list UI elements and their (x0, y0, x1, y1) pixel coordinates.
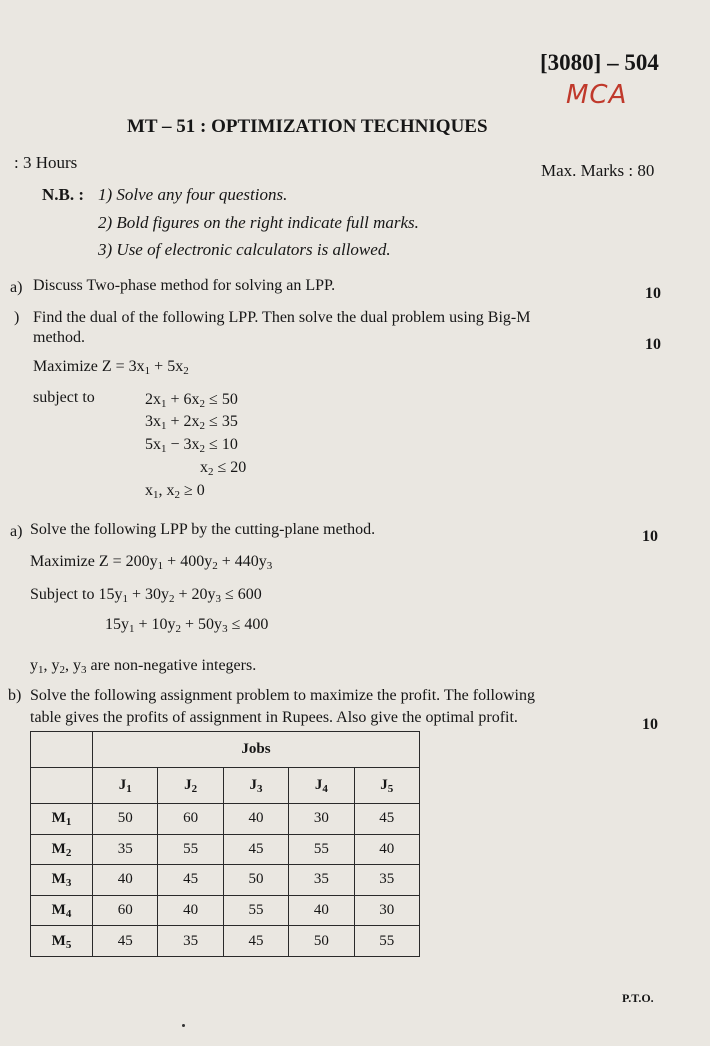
q1a-text: Discuss Two-phase method for solving an LPP. (33, 277, 336, 294)
table-row (31, 895, 420, 926)
table-cell: 30 (354, 895, 419, 926)
table-row (31, 804, 420, 835)
table-row (31, 926, 420, 957)
table-cell: 35 (158, 926, 223, 957)
col-header: $J_3$ (223, 768, 288, 804)
table-cell: 30 (289, 804, 354, 835)
q2b-line2: table gives the profits of assignment in Rupees. Also give the optimal profit. (30, 709, 518, 726)
row-header: $M_4$ (31, 895, 93, 926)
paper-code: [3080] – 504 (540, 50, 659, 75)
jobs-caption: Jobs (93, 732, 420, 768)
row-header: $M_3$ (31, 865, 93, 896)
q1-constraint-4: $x_2 \le 20$ (200, 459, 247, 478)
table-cell: 50 (223, 865, 288, 896)
instruction-3: 3) Use of electronic calculators is allowed. (98, 240, 391, 259)
q2-integers: $y_1$, $y_2$, $y_3$ are non-negative integers. (30, 657, 257, 676)
q2-constraint-2: $15y_1 + 10y_2 + 50y_3 \le 400$ (105, 616, 269, 635)
table-header-row (31, 768, 420, 804)
pto-label: P.T.O. (622, 991, 654, 1005)
q1-subject-to: subject to (33, 389, 95, 406)
q2a-marks: 10 (642, 528, 658, 545)
col-header: $J_4$ (289, 768, 354, 804)
q1b-marks: 10 (645, 336, 661, 353)
course-handwritten-tag: MCA (566, 80, 628, 110)
table-corner (31, 732, 93, 768)
table-cell: 40 (289, 895, 354, 926)
stray-dot (182, 1024, 185, 1027)
time-label: : 3 Hours (14, 153, 78, 172)
q2b-label: b) (8, 687, 22, 704)
nb-label: N.B. : (42, 185, 85, 204)
table-cell: 55 (223, 895, 288, 926)
q1-constraint-1: $2x_1 + 6x_2 \le 50$ (145, 391, 238, 410)
q2a-label: a) (10, 523, 23, 540)
header-corner (31, 768, 93, 804)
q1-nonneg: $x_1$, $x_2 \ge 0$ (145, 482, 205, 501)
col-header: $J_1$ (93, 768, 158, 804)
assignment-table (30, 731, 420, 957)
table-cell: 40 (93, 865, 158, 896)
q1b-line1: Find the dual of the following LPP. Then solve the dual problem using Big-M (33, 309, 531, 326)
table-cell: 50 (93, 804, 158, 835)
table-row (31, 865, 420, 896)
q2-constraint-1: Subject to $15y_1 + 30y_2 + 20y_3 \le 600$ (30, 586, 262, 605)
table-cell: 55 (289, 834, 354, 865)
q1b-line2: method. (33, 329, 85, 346)
max-marks: Max. Marks : 80 (541, 161, 655, 180)
row-header: $M_1$ (31, 804, 93, 835)
table-cell: 45 (223, 834, 288, 865)
col-header: $J_5$ (354, 768, 419, 804)
table-cell: 60 (158, 804, 223, 835)
table-cell: 55 (354, 926, 419, 957)
table-cell: 45 (223, 926, 288, 957)
table-cell: 40 (354, 834, 419, 865)
table-cell: 35 (354, 865, 419, 896)
q2-objective: Maximize $Z = 200y_1 + 400y_2 + 440y_3$ (30, 553, 273, 572)
q2b-marks: 10 (642, 716, 658, 733)
table-cell: 45 (354, 804, 419, 835)
table-cell: 40 (158, 895, 223, 926)
table-cell: 35 (93, 834, 158, 865)
col-header: $J_2$ (158, 768, 223, 804)
paper-title: MT – 51 : OPTIMIZATION TECHNIQUES (127, 116, 488, 137)
table-cell: 45 (93, 926, 158, 957)
q1-constraint-2: $3x_1 + 2x_2 \le 35$ (145, 413, 238, 432)
table-cell: 50 (289, 926, 354, 957)
q2a-text: Solve the following LPP by the cutting-plane method. (30, 521, 376, 538)
q2b-line1: Solve the following assignment problem to maximize the profit. The following (30, 687, 535, 704)
row-header: $M_2$ (31, 834, 93, 865)
table-cell: 55 (158, 834, 223, 865)
q1b-label: ) (14, 309, 20, 326)
instruction-2: 2) Bold figures on the right indicate full marks. (98, 213, 419, 232)
table-cell: 60 (93, 895, 158, 926)
table-cell: 35 (289, 865, 354, 896)
instruction-1: 1) Solve any four questions. (98, 185, 288, 204)
q1a-label: a) (10, 279, 23, 296)
table-cell: 45 (158, 865, 223, 896)
q1-constraint-3: $5x_1 - 3x_2 \le 10$ (145, 436, 238, 455)
table-cell: 40 (223, 804, 288, 835)
table-row (31, 834, 420, 865)
row-header: $M_5$ (31, 926, 93, 957)
q1a-marks: 10 (645, 285, 661, 302)
q1-objective: Maximize $Z = 3x_1 + 5x_2$ (33, 358, 189, 377)
